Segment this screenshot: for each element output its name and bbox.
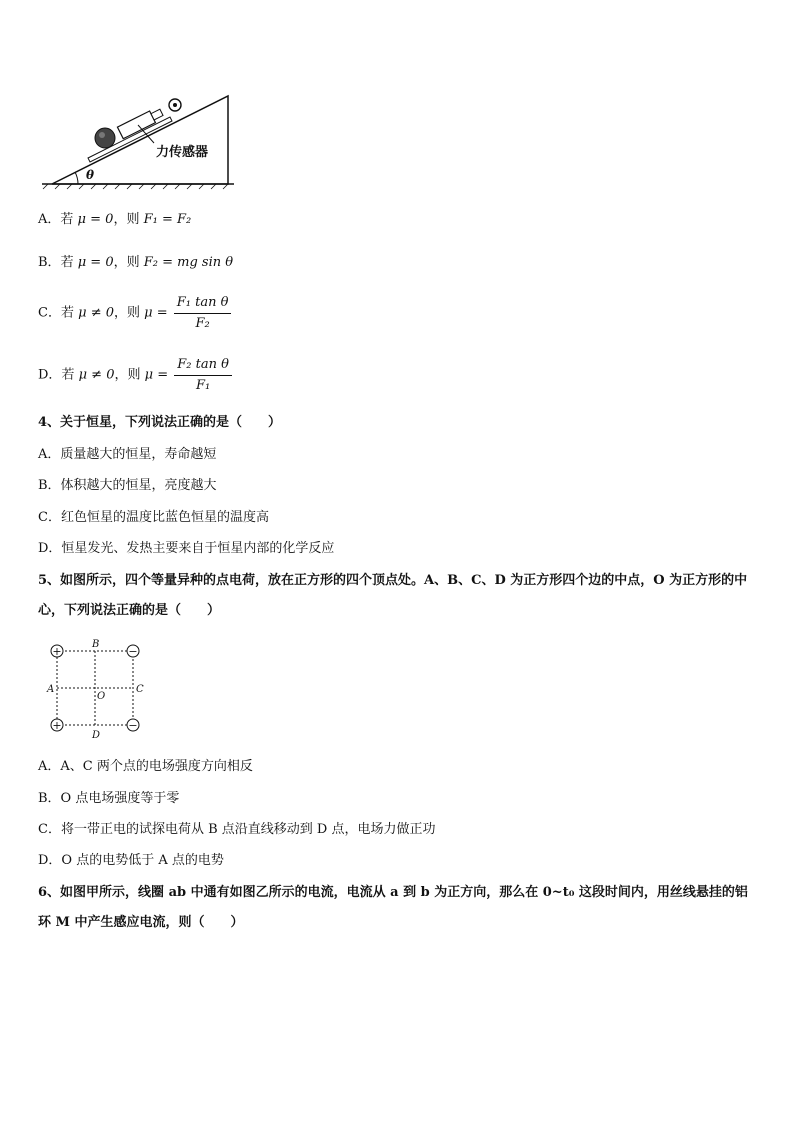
q4-option-a: A．质量越大的恒星，寿命越短 — [38, 447, 217, 462]
angle-label: θ — [86, 168, 95, 182]
angle-arc — [75, 172, 78, 184]
q5-option-b: B．O 点电场强度等于零 — [38, 791, 180, 806]
label-c: C — [136, 684, 144, 695]
sensor-label: 力传感器 — [156, 145, 209, 160]
q4-option-b: B．体积越大的恒星，亮度越大 — [38, 478, 217, 493]
q5-option-c: C．将一带正电的试探电荷从 B 点沿直线移动到 D 点，电场力做正功 — [38, 822, 436, 837]
charge-top-left — [51, 645, 63, 658]
q4-stem: 4、关于恒星，下列说法正确的是（ ） — [38, 415, 282, 430]
q4-option-c: C．红色恒星的温度比蓝色恒星的温度高 — [38, 510, 269, 525]
q6-stem: 6、如图甲所示，线圈 ab 中通有如图乙所示的电流，电流从 a 到 b 为正方向，那么在 0~t₀ 这段时间内，用丝线悬挂的铝环 M 中产生感应电流，则（ ） — [38, 885, 748, 930]
q3-option-d: D．若 μ ≠ 0，则 μ = $\frac{\text{F₂ tan θ}}{\text{F₁}}$ — [38, 356, 232, 395]
q3-option-a: A．若 μ = 0，则 F₁ = F₂ — [38, 212, 192, 227]
svg-text:+: + — [52, 719, 62, 732]
q4-option-d: D．恒星发光、发热主要来自于恒星内部的化学反应 — [38, 541, 335, 556]
charge-bottom-right — [127, 719, 139, 732]
charge-bottom-left — [51, 719, 63, 732]
incline-figure — [38, 88, 238, 192]
label-a: A — [47, 684, 55, 695]
svg-text:−: − — [128, 645, 138, 658]
incline — [52, 96, 228, 184]
q5-option-d: D．O 点的电势低于 A 点的电势 — [38, 853, 224, 868]
q3-option-b: B．若 μ = 0，则 F₂ = mg sin θ — [38, 255, 234, 270]
q3-option-c: C．若 μ ≠ 0，则 μ = $\frac{\text{F₁ tan θ}}{\text{F₂}}$ — [38, 294, 231, 333]
label-b: B — [92, 639, 100, 650]
svg-text:−: − — [128, 719, 138, 732]
q5-option-a: A．A、C 两个点的电场强度方向相反 — [38, 759, 253, 774]
fraction: $\frac{\text{F₁ tan θ}}{\text{F₂}}$ — [174, 294, 232, 333]
label-o: O — [97, 691, 106, 702]
fraction: $\frac{\text{F₂ tan θ}}{\text{F₁}}$ — [174, 356, 232, 395]
ball — [95, 128, 115, 148]
label-d: D — [92, 730, 101, 741]
q5-stem: 5、如图所示，四个等量异种的点电荷，放在正方形的四个顶点处。A、B、C、D 为正方形四个边的中点，O 为正方形的中心，下列说法正确的是（ ） — [38, 573, 748, 618]
charges-square-figure — [40, 636, 160, 742]
svg-text:+: + — [52, 645, 62, 658]
charge-top-right — [127, 645, 139, 658]
